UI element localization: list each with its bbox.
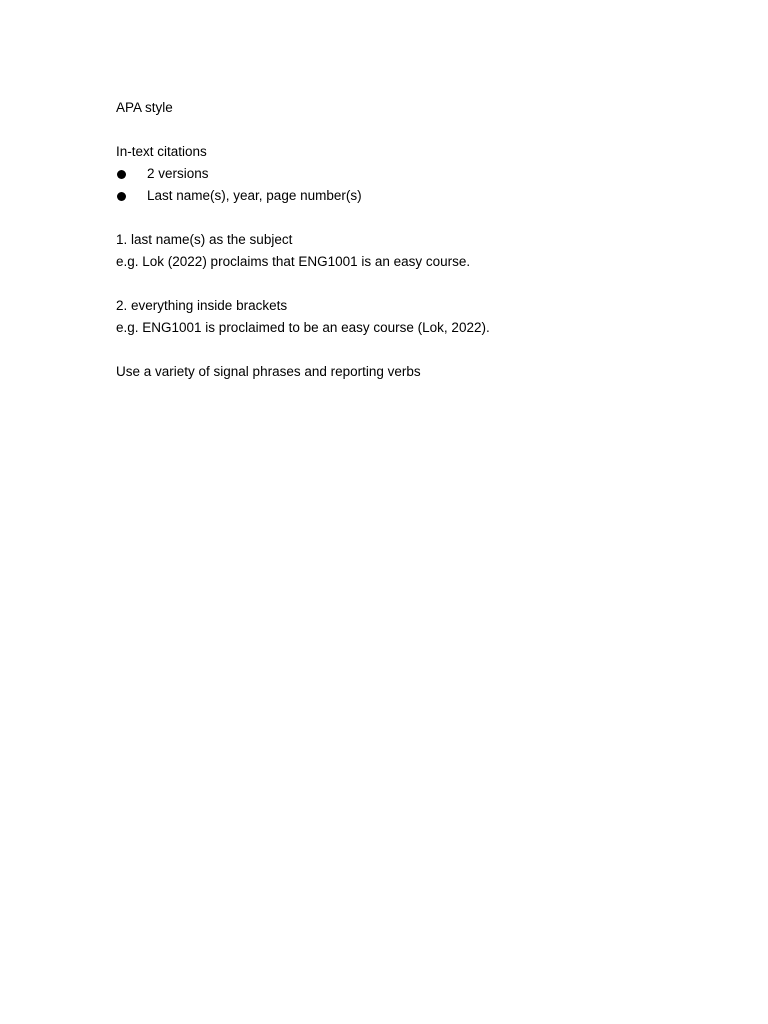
closing-note: Use a variety of signal phrases and reporting verbs [116, 364, 421, 379]
blank-line [116, 339, 676, 361]
bullet-text: 2 versions [147, 166, 209, 181]
bullet-icon [117, 170, 126, 179]
version1-heading: 1. last name(s) as the subject [116, 232, 293, 247]
bullet-text: Last name(s), year, page number(s) [147, 188, 362, 203]
bullet-icon [117, 192, 126, 201]
section-heading: In-text citations [116, 144, 207, 159]
blank-line [116, 207, 676, 229]
document-body [116, 97, 676, 383]
version2-example: e.g. ENG1001 is proclaimed to be an easy course (Lok, 2022). [116, 320, 490, 335]
version2-heading: 2. everything inside brackets [116, 298, 288, 313]
blank-line [116, 273, 676, 295]
document-title: APA style [116, 100, 173, 115]
version1-example: e.g. Lok (2022) proclaims that ENG1001 is an easy course. [116, 254, 471, 269]
bullet-item [116, 163, 676, 185]
blank-line [116, 119, 676, 141]
bullet-item [116, 185, 676, 207]
